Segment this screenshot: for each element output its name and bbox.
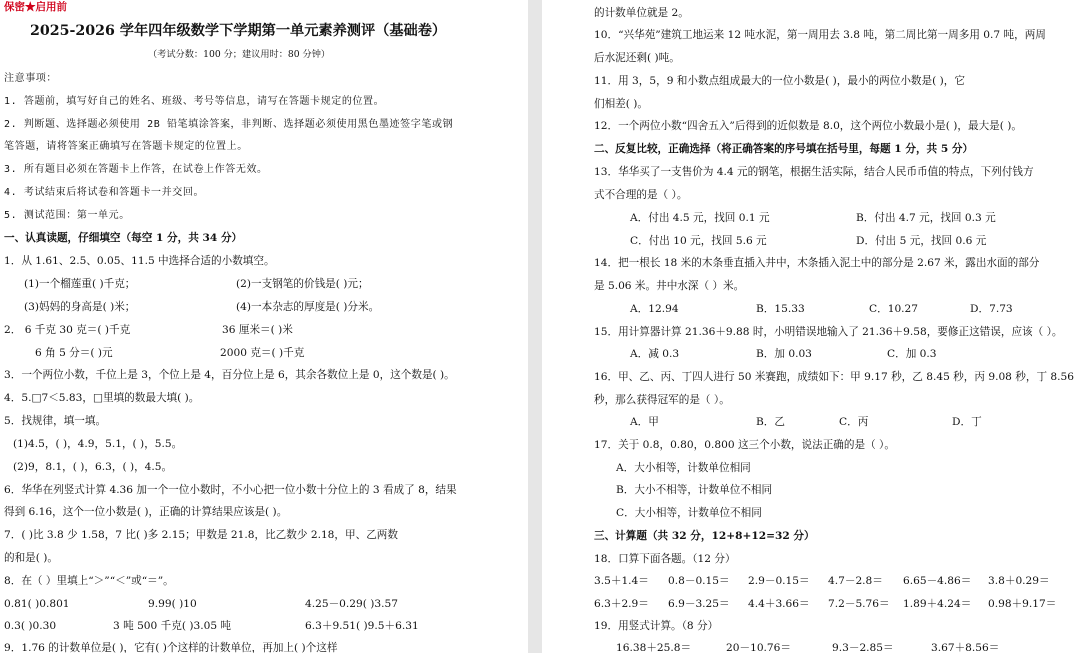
question-15-option-a: A．减 0.3	[630, 348, 680, 360]
question-16-option-d: D．丁	[952, 416, 982, 428]
question-1-part-1: (1)一个榴莲重( )千克；	[24, 278, 136, 290]
question-1-part-2: (2)一支钢笔的价钱是( )元；	[236, 278, 369, 290]
question-7-line-1: 7．( )比 3.8 少 1.58，7 比( )多 2.15；甲数是 21.8，比乙数少 2.18，甲、乙两数	[4, 529, 398, 541]
question-13-option-d: D．付出 5 元，找回 0.6 元	[856, 235, 987, 247]
question-13-option-a: A．付出 4.5 元，找回 0.1 元	[630, 212, 770, 224]
question-1-part-3: (3)妈妈的身高是( )米；	[24, 301, 136, 313]
question-13-option-c: C．付出 10 元，找回 5.6 元	[630, 235, 767, 247]
question-14-option-c: C．10.27	[869, 303, 919, 315]
section-1-heading: 一、认真读题，仔细填空（每空 1 分，共 34 分）	[4, 232, 243, 244]
question-8: 8．在（ ）里填上“＞”“＜”或“＝”。	[4, 575, 174, 587]
question-16-line-2: 秒，那么获得冠军的是（ ）。	[594, 394, 730, 406]
question-15-option-b: B．加 0.03	[756, 348, 812, 360]
oral-calc-item: 6.9－3.25＝	[668, 598, 730, 610]
question-13-line-1: 13．华华买了一支售价为 4.4 元的钢笔，根据生活实际，结合人民币币值的特点，下列付钱方	[594, 166, 1034, 178]
section-2-heading: 二、反复比较，正确选择（将正确答案的序号填在括号里，每题 1 分，共 5 分）	[594, 143, 974, 155]
question-5-part-1: (1)4.5，( )，4.9，5.1，( )，5.5。	[13, 438, 183, 450]
note-2-cont: 笔答题，请将答案正确填写在答题卡规定的位置上。	[4, 141, 248, 152]
oral-calc-item: 6.65－4.86＝	[903, 575, 972, 587]
question-13-option-b: B．付出 4.7 元，找回 0.3 元	[856, 212, 996, 224]
question-11-line-2: 们相差( )。	[594, 98, 649, 110]
oral-calc-item: 3.8＋0.29＝	[988, 575, 1050, 587]
question-8-item-3: 4.25－0.29( )3.57	[305, 598, 398, 610]
question-10-line-2: 后水泥还剩( )吨。	[594, 52, 680, 64]
oral-calc-item: 4.4＋3.66＝	[748, 598, 810, 610]
vertical-calc-item: 3.67＋8.56＝	[931, 642, 1000, 653]
question-16-option-c: C．丙	[839, 416, 869, 428]
question-1: 1．从 1.61、2.5、0.05、11.5 中选择合适的小数填空。	[4, 255, 275, 267]
question-5-part-2: (2)9，8.1，( )，6.3，( )，4.5。	[13, 461, 173, 473]
question-17-option-c: C．大小相等，计数单位不相同	[616, 507, 762, 519]
question-2-line-2b: 2000 克＝( )千克	[220, 347, 305, 359]
question-14-line-1: 14．把一根长 18 米的木条垂直插入井中，木条插入泥土中的部分是 2.67 米，露出水面的部分	[594, 257, 1040, 269]
oral-calc-item: 0.98＋9.17＝	[988, 598, 1057, 610]
question-1-part-4: (4)一本杂志的厚度是( )分米。	[236, 301, 380, 313]
question-2-line-2a: 6 角 5 分＝( )元	[35, 347, 113, 359]
oral-calc-item: 4.7－2.8＝	[828, 575, 883, 587]
question-8-item-6: 6.3＋9.51( )9.5＋6.31	[305, 620, 419, 632]
notes-heading: 注意事项：	[4, 73, 57, 84]
question-19: 19．用竖式计算。（8 分）	[594, 620, 719, 632]
vertical-calc-item: 16.38＋25.8＝	[616, 642, 692, 653]
question-14-option-b: B．15.33	[756, 303, 805, 315]
question-17: 17．关于 0.8，0.80，0.800 这三个小数，说法正确的是（ ）。	[594, 439, 895, 451]
question-16-option-b: B．乙	[756, 416, 785, 428]
exam-title: 2025-2026 学年四年级数学下学期第一单元素养测评（基础卷）	[30, 23, 447, 39]
question-7-line-2: 的和是( )。	[4, 552, 59, 564]
question-13-line-2: 式不合理的是（ ）。	[594, 189, 688, 201]
question-8-item-1: 0.81( )0.801	[4, 598, 70, 610]
note-5: 5. 测试范围：第一单元。	[4, 210, 130, 221]
vertical-calc-item: 9.3－2.85＝	[832, 642, 894, 653]
question-2-line-1b: 36 厘米＝( )米	[222, 324, 293, 336]
oral-calc-item: 1.89＋4.24＝	[903, 598, 972, 610]
oral-calc-item: 2.9－0.15＝	[748, 575, 810, 587]
section-3-heading: 三、计算题（共 32 分，12+8+12=32 分）	[594, 530, 815, 542]
note-3: 3. 所有题目必须在答题卡上作答，在试卷上作答无效。	[4, 164, 268, 175]
question-12: 12．一个两位小数“四舍五入”后得到的近似数是 8.0，这个两位小数最小是( )，最大是( )。	[594, 120, 1022, 132]
question-5: 5．找规律，填一填。	[4, 415, 107, 427]
note-4: 4. 考试结束后将试卷和答题卡一并交回。	[4, 187, 205, 198]
question-17-option-b: B．大小不相等，计数单位不相同	[616, 484, 773, 496]
question-14-line-2: 是 5.06 米。井中水深（ ）米。	[594, 280, 745, 292]
question-8-item-2: 9.99( )10	[148, 598, 197, 610]
left-page	[0, 0, 528, 653]
question-16-option-a: A．甲	[630, 416, 659, 428]
question-9: 9．1.76 的计数单位是( )，它有( )个这样的计数单位，再加上( )个这样	[4, 642, 338, 653]
note-1: 1. 答题前，填写好自己的姓名、班级、考号等信息，请写在答题卡规定的位置。	[4, 96, 385, 107]
question-8-item-4: 0.3( )0.30	[4, 620, 57, 632]
right-page	[542, 0, 1080, 653]
question-14-option-d: D．7.73	[970, 303, 1013, 315]
question-11-line-1: 11．用 3，5，9 和小数点组成最大的一位小数是( )，最小的两位小数是( )，它	[594, 75, 965, 87]
question-3: 3．一个两位小数，千位上是 3，个位上是 4，百分位上是 6，其余各数位上是 0，这个数是( )。	[4, 369, 455, 381]
question-9-cont: 的计数单位就是 2。	[594, 7, 689, 19]
oral-calc-item: 0.8－0.15＝	[668, 575, 730, 587]
question-17-option-a: A．大小相等，计数单位相同	[616, 462, 751, 474]
confidential-mark: 保密★启用前	[4, 1, 67, 13]
question-2-line-1a: 2． 6 千克 30 克＝( )千克	[4, 324, 131, 336]
oral-calc-item: 7.2－5.76＝	[828, 598, 890, 610]
question-16-line-1: 16．甲、乙、丙、丁四人进行 50 米赛跑，成绩如下：甲 9.17 秒，乙 8.45 秒，丙 9.08 秒，丁 8.56	[594, 371, 1075, 383]
question-4: 4．5.□7＜5.83，□里填的数最大填( )。	[4, 392, 200, 404]
question-10-line-1: 10．“兴华苑”建筑工地运来 12 吨水泥，第一周用去 3.8 吨，第二周比第一周多用 0.7 吨，两周	[594, 29, 1046, 41]
exam-subtitle: （考试分数：100 分；建议用时：80 分钟）	[148, 49, 331, 60]
question-14-option-a: A．12.94	[630, 303, 679, 315]
question-18: 18．口算下面各题。（12 分）	[594, 553, 736, 565]
question-8-item-5: 3 吨 500 千克( )3.05 吨	[113, 620, 232, 632]
page-gutter	[528, 0, 542, 653]
oral-calc-item: 6.3＋2.9＝	[594, 598, 649, 610]
question-6-line-2: 得到 6.16，这个一位小数是( )，正确的计算结果应该是( )。	[4, 506, 288, 518]
oral-calc-item: 3.5＋1.4＝	[594, 575, 649, 587]
question-6-line-1: 6．华华在列竖式计算 4.36 加一个一位小数时，不小心把一位小数十分位上的 3 看成了 8，结果	[4, 484, 457, 496]
vertical-calc-item: 20－10.76＝	[726, 642, 791, 653]
question-15: 15．用计算器计算 21.36＋9.88 时，小明错误地输入了 21.36＋9.58，要修正这错误，应该（ ）。	[594, 326, 1063, 338]
question-15-option-c: C．加 0.3	[887, 348, 937, 360]
note-2: 2. 判断题、选择题必须使用 2B 铅笔填涂答案，非判断、选择题必须使用黑色墨迹签字笔或钢	[4, 119, 454, 130]
